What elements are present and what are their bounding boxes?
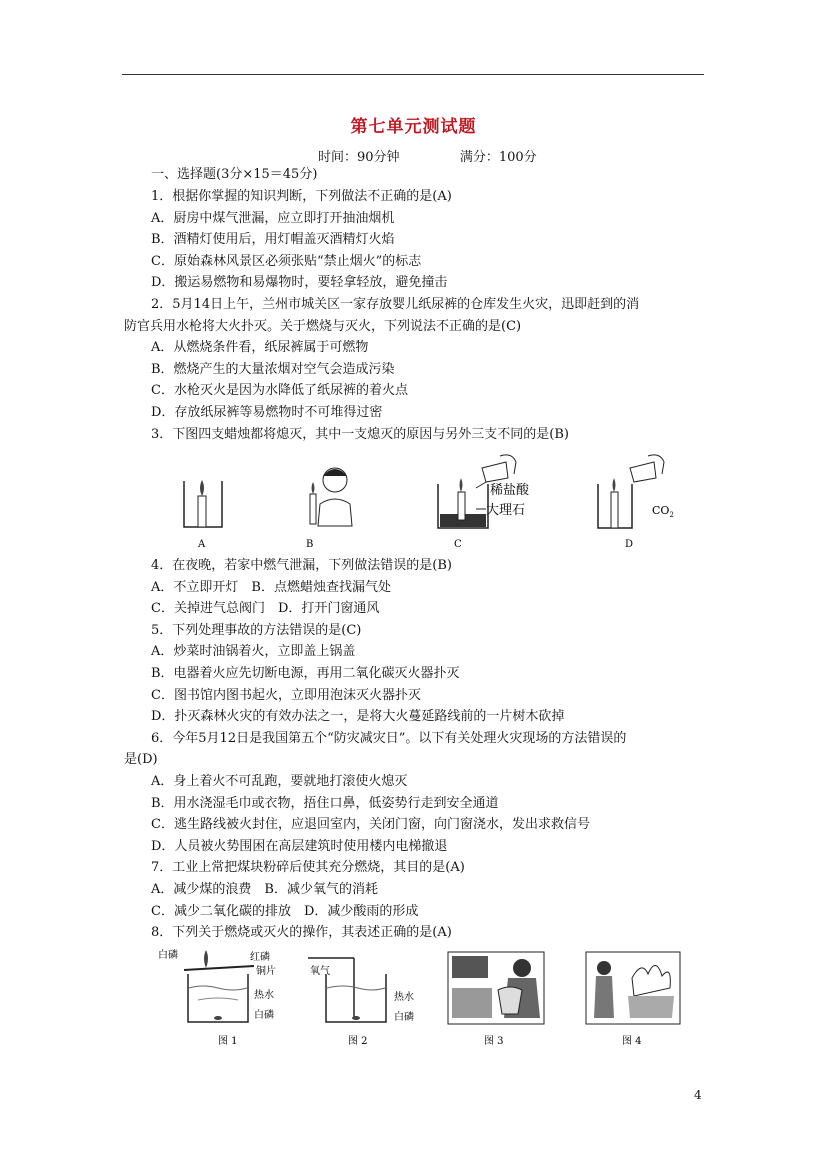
- text-line: C．水枪灭火是因为水降低了纸尿裤的着火点: [151, 383, 408, 399]
- white-phosphorus-label: 白磷: [158, 950, 178, 961]
- exam-info: [318, 146, 537, 165]
- candle-b-diagram: [310, 468, 352, 526]
- text-line: 5．下列处理事故的方法错误的是(C): [151, 622, 362, 638]
- text-line: D．扑灭森林火灾的有效办法之一，是将大火蔓延路线前的一片树木砍掉: [151, 709, 565, 725]
- oxygen-label: 氧气: [310, 966, 330, 977]
- score-label: 满分：100分: [459, 150, 537, 165]
- text-line: 7．工业上常把煤块粉碎后使其充分燃烧，其目的是(A): [151, 860, 465, 876]
- hcl-label: 稀盐酸: [490, 483, 530, 498]
- text-line: B．用水浇湿毛巾或衣物，捂住口鼻，低姿势行走到安全通道: [151, 795, 499, 811]
- figure-3-label: 图 3: [484, 1036, 504, 1047]
- section-heading: 一、选择题(3分×15＝45分): [151, 167, 318, 182]
- text-line: 2．5月14日上午，兰州市城关区一家存放婴儿纸尿裤的仓库发生火灾，迅即赶到的消: [151, 297, 640, 312]
- page-number: 4: [694, 1088, 702, 1102]
- marble-label: 大理石: [486, 503, 526, 518]
- hot-water-2-label: 热水: [394, 992, 414, 1003]
- candle-a-diagram: [184, 480, 222, 527]
- text-line: C．原始森林风景区必须张贴“禁止烟火”的标志: [151, 253, 422, 269]
- text-line: B．酒精灯使用后，用灯帽盖灭酒精灯火焰: [151, 232, 395, 248]
- text-line: A．从燃烧条件看，纸尿裤属于可燃物: [151, 340, 369, 356]
- text-line: C．逃生路线被火封住，应退回室内，关闭门窗，向门窗浇水，发出求救信号: [151, 817, 590, 833]
- text-line: A．身上着火不可乱跑，要就地打滚使火熄灭: [151, 774, 408, 789]
- white-phosphorus-2-label: 白磷: [254, 1010, 274, 1021]
- red-phosphorus-label: 红磷: [250, 952, 270, 963]
- text-line: C．图书馆内图书起火，立即用泡沫灭火器扑灭: [151, 687, 421, 703]
- text-line: 1．根据你掌握的知识判断，下列做法不正确的是(A): [151, 189, 452, 204]
- label-a: A: [198, 539, 206, 550]
- time-label: 时间：90分钟: [318, 150, 400, 165]
- text-line: 防官兵用水枪将大火扑灭。关于燃烧与灭火，下列说法不正确的是(C): [124, 318, 522, 334]
- copper-label: 铜片: [256, 966, 276, 977]
- text-line: C．关掉进气总阀门 D．打开门窗通风: [151, 601, 380, 617]
- combustion-figure: [158, 948, 688, 1048]
- text-line: D．人员被火势围困在高层建筑时使用楼内电梯撤退: [151, 838, 448, 854]
- text-line: A．不立即开灯 B．点燃蜡烛查找漏气处: [151, 579, 391, 595]
- text-line: 8．下列关于燃烧或灭火的操作，其表述正确的是(A): [151, 925, 452, 941]
- figure-2-label: 图 2: [348, 1036, 368, 1047]
- page-title: 第七单元测试题: [350, 117, 477, 137]
- figure-1-diagram: [184, 950, 254, 1022]
- text-line: A．炒菜时油锅着火，立即盖上锅盖: [151, 644, 356, 660]
- co2-label: $CO_2$: [652, 504, 674, 519]
- hot-water-label: 热水: [254, 990, 274, 1001]
- text-line: B．燃烧产生的大量浓烟对空气会造成污染: [151, 361, 395, 377]
- label-b: B: [306, 539, 314, 550]
- figure-3-drawing: [448, 952, 544, 1024]
- label-c: C: [454, 539, 462, 550]
- candle-d-diagram: [598, 455, 664, 528]
- text-line: D．搬运易燃物和易爆物时，要轻拿轻放，避免撞击: [151, 275, 448, 291]
- text-line: B．电器着火应先切断电源，再用二氧化碳灭火器扑灭: [151, 666, 460, 681]
- text-line: 4．在夜晚，若家中燃气泄漏，下列做法错误的是(B): [151, 558, 452, 573]
- candle-figure: [170, 454, 690, 554]
- text-line: C．减少二氧化碳的排放 D．减少酸雨的形成: [151, 903, 419, 919]
- text-line: 6．今年5月12日是我国第五个“防灾减灾日”。以下有关处理火灾现场的方法错误的: [151, 730, 627, 746]
- text-line: D．存放纸尿裤等易燃物时不可堆得过密: [151, 405, 383, 420]
- text-line: 3．下图四支蜡烛都将熄灭，其中一支熄灭的原因与另外三支不同的是(B): [151, 426, 569, 442]
- label-d: D: [625, 539, 634, 550]
- text-line: A．减少煤的浪费 B．减少氧气的消耗: [151, 882, 378, 897]
- white-phosphorus-3-label: 白磷: [394, 1012, 414, 1023]
- text-line: A．厨房中煤气泄漏，应立即打开抽油烟机: [151, 210, 395, 226]
- text-line: 是(D): [124, 752, 158, 768]
- figure-4-drawing: [586, 952, 680, 1024]
- figure-1-label: 图 1: [218, 1036, 238, 1047]
- figure-4-label: 图 4: [622, 1036, 642, 1047]
- header-rule: [122, 74, 704, 75]
